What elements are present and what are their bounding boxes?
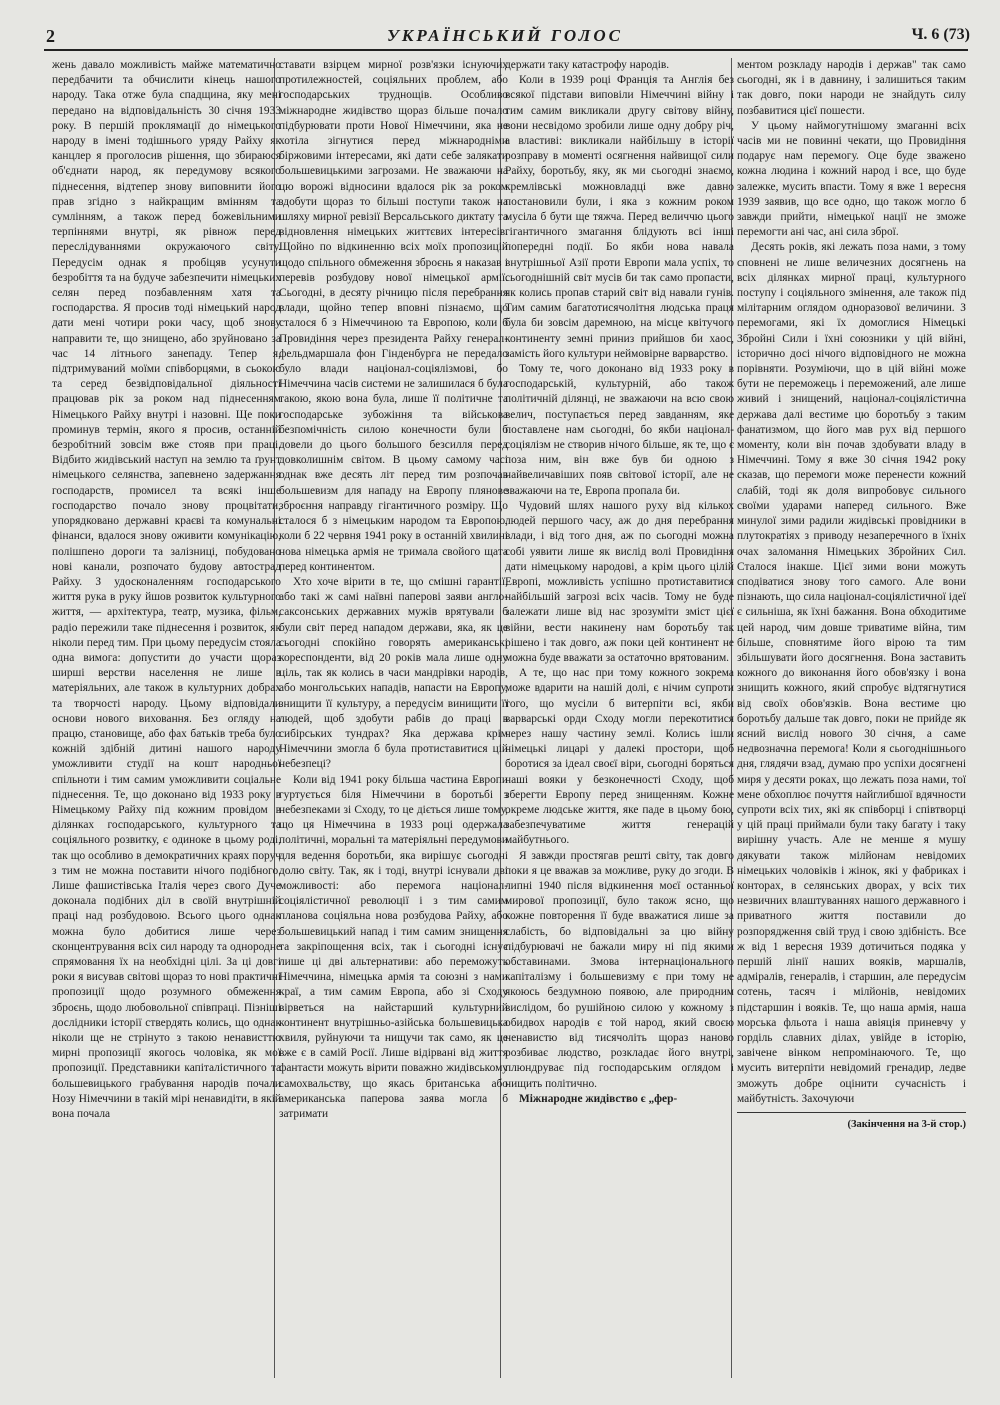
- paragraph: Коли від 1941 року більша частина Европи гуртується біля Німеччини в боротьбі з небезпеками зі Сходу, то це діється лише тому, що ця Німеччина в 1933 році одержала політичні, моральні та матеріяльні передумови для ведення боротьби, яка вирішує сьогодні долю світу. Так, як і тоді, внутрі існували дві можливості: або перемога націонал-соціялістичної революції і з тим самим планова соціяльна нова розбудова Райху, або большевицький напад і тим самим знищення та закріпощення всіх, так і сьогодні існує лише ці дві альтернативи: або переможуть Німеччина, німецька армія та союзні з нами краї, а тим самим Европа, або зі Сходу вірветься на найстарший культурний континент внутрішньо-азійська большевицька хвиля, руйнуючи та нищучи так само, як це вже є в самій Росії. Лише відірвані від життя фантасти можуть вірити поважно жидівському самохвальству, що якась британська або американська паперова заява могла б затримати: [279, 773, 508, 1121]
- paragraph: ставати взірцем мирної розв'язки існуючих протилежностей, соціяльних проблем, або господарських труднощів. Особливо міжнародне жидівство щораз більше почало підбурювати проти Нової Німеччини, яка не хотіла зігнутися перед міжнародніми біржовими інтересами, які дати себе залякати большевицькими загрозами. Не зважаючи на цю ворожі відносини вдалося рік за роком здобути щораз то більші поступи також на шляху мирної ревізії Версальського диктату та відновлення німецьких життєвих інтересів. Щойно по відкиненню всіх моїх пропозицій щодо спільного обмеження зброєнь я наказав і перевів розбудову нової німецької армії. Сьогодні, в десяту річницю після перебрання влади, щойно тепер вповні пізнаємо, що сталося б з Німеччиною та Европою, коли б Провидіння через президента Райху генерал-фельдмаршала фон Гінденбурга не передало було влади націонал-соціялізмові, бо Німеччина часів системи не залишилася б була такою, якою вона була, лише її політичне та господарське зубожіння та військова безпомічність силою конечности були б довели до цього большого безсилля перед довколишнім світом. В цьому самому часі однак вже десять літ перед тим розпочав большевизм для нападу на Европу плянове зброєння направду гігантичного розміру. Що сталося б з німецьким народом та Европою, коли б 22 червня 1941 року в останній хвилині нова німецька армія не тримала свойого щата перед континентом.: [279, 59, 508, 573]
- paragraph: жень давало можливість майже математично передбачити та обчислити кінець нашого народу. Така отже була спадщина, яку мені передано на відповідальність 30 січня 1933 року. В першій проклямації до німецького народу в імені тодішнього уряду Райху як канцлер я проголосив рішення, що збираюся об'єднати народ, як передумову всякого піднесення, відтепер знову виповнити його прав згідно з найкращим вмінням та сумлінням, а також перед божевільними терпіннями внутрі, як рівнож перед переслідуваннями окружаючого світу. Передусім однак я пробіцяв усунути безробіття та на будуче забезпечити німецьких селян перед позбавленням хатя та господарства. Я просив тоді німецький народ дати мені чотири роки часу, щоб знову направити те, що знищено, або зруйновано за час 14 літнього занепаду. Тепер я, підтримуваний моїми співборцями, в сьокою та серед безвідповідальної діяльності працював рік за роком над піднесенням Німецького Райху внутрі і назовні. Ще поки проминув термін, якого я просив, останній безробітний зовсім вже стояв при праці. Відбито жидівський наступ на землю та ґрунт німецького селянства, запевнено задержання господарств, промисел та всякі інше господарство почало знову процвітати, упорядковано державні краєві та комунальні фінанси, вдалося знову оживити комунікацію, полішпено дороги та залізниці, побудовано нові канали, розпочато будову автострад Райху. З удосконаленням господарського життя рука в руку йшов розвиток культурного життя, — архітектура, театр, музика, фільм, радіо пережили таке піднесення і розвиток, як ніколи перед тим. При цьому передусім стояла одна вимога: допустити до участи щораз ширші верстви населення не лише в матеріяльних, але також в культурних добрах та творчості народу. Цьому відповідали основи нового виховання. Без огляду на працю, становище, або фах батьків треба було кожній здібній дитині нашого народу уможливити студії на кошт народньої спільноти і тим самим уможливити соціальне піднесення. Те, що доконано від 1933 року в Німецькому Райху під кожним провідом в ділянках господарського, культурного та соціяльного розвитку, є одиноке в цьому роді, так що особливо в демократичних краях поруч з тим не можна поставити нічого подібного. Лише фашистівська Італія через свого Дуче доконала подібних діл в своїй внутрішній праці над розбудовою. Всього цього однак можна було добитися лише через сконцентрування всіх сил народу та однородне спрямовання їх на необхідні цілі. За ці довгі роки я висував світові щораз то нові практичні пропозиції щодо розумного обмеження зброєнь, щодо любовольної співпраці. Пізніші дослідники історії ствердять колись, що однак ніколи ще не стрінуто з такою ненависттю мирні пропозиції якогось чоловіка, як мої пропозиції. Представники капіталістичного та большевицького грабування народів почали Нозу Німеччини в такій мірі ненавидіти, в якій вона почала: [52, 59, 281, 1121]
- paragraph: держати таку катастрофу народів.: [505, 59, 670, 71]
- paragraph: Міжнародне жидівство є „фер-: [519, 1092, 678, 1105]
- header-rule: [44, 49, 968, 51]
- paragraph: Чудовий шлях нашого руху від кількох людей першого часу, аж до дня перебрання влади, і від того дня, аж по сьогодні можна собі уявити лише як вислід волі Провидіння дати німецькому народові, а крім цього цілій Европі, можливість успішно протиставитися найбільшій загрозі всіх часів. Тому не буде залежати лише від нас зрозуміти зміст цієї війни, вести накинену нам боротьбу так рішено і так довго, аж поки цей континент не можна буде вважати за остаточно врятованим.: [505, 499, 734, 664]
- article-column-4: [737, 58, 966, 1388]
- paragraph: Я завжди простягав решті світу, так довго поки я це вважав за можливе, руку до згоди. В липні 1940 після відкинення моєї останньої мирової пропозиції, було також ясно, що кожне повторення її буде вважатися лише за слабість, бо відповідальні за цю війну підбурювачі не бажали миру ні під якими обставинами. Змова інтернаціонального капіталізму і большевизму є при тому не якоюсь бездумною появою, але природним вислідом, бо рушійною силою у кожному з обидвох народів є той народ, який своєю ненавистю від тисячоліть щораз наново розбиває людство, розкладає його внутрі, плюндруває під господарським оглядом і нищить політично.: [505, 849, 734, 1090]
- page-number: 2: [46, 26, 55, 46]
- paragraph: Хто хоче вірити в те, що смішні гарантії, або такі ж самі наївні паперові заяви англо-саксонських державних мужів врятували б були світ перед нападом держави, яка, як це сьогодні спокійно говорять американські кореспонденти, від 20 років мала лише одну ціль, так як колись в часи мандрівки народів, або монгольських нападів, напасти на Европу, знищити її культуру, а передусім винищити її людей, щоб здобути рабів до праці в сибірських тундрах? Яка держава крім Німеччини змогла б була протиставитися цій небезпеці?: [279, 575, 508, 771]
- newspaper-title: УКРАЇНСЬКИЙ ГОЛОС: [387, 26, 623, 45]
- footer-rule: [737, 1112, 966, 1113]
- continuation-note: (Закінчення на 3-й стор.): [847, 1119, 966, 1131]
- article-column-3: [505, 58, 734, 1388]
- paragraph: ментом розкладу народів і держав" так само сьогодні, як і в давнину, і залишиться таким так довго, поки народи не знайдуть силу позбавитися цієї пошести.: [737, 59, 966, 117]
- page-header: [40, 26, 970, 48]
- article-column-2: [279, 58, 508, 1388]
- issue-number: Ч. 6 (73): [911, 26, 970, 43]
- paragraph: У цьому наймогутнішому змаганні всіх часів ми не повинні чекати, що Провидіння подарує нам перемогу. Оце буде зважено кожна людина і кожний народ і все, що буде залежке, мусить впасти. Тому я вже 1 вересня 1939 заявив, що все одно, що також могло б завжди прийти, німецької нації не зможе перемогти ані час, ані сила зброї.: [737, 119, 966, 239]
- paragraph: Тому те, чого доконано від 1933 року в господарській, культурній, або також політичній ділянці, не зважаючи на всю свою велич, поступається перед завданням, яке поставлене нам сьогодні, бо якби націонал-соціялізм не створив нічого більше, як те, що є поза ним, він вже був би одною з найвеличавіших появ світової історії, але не зважаючи на те, Европа пропала би.: [505, 363, 734, 497]
- article-column-1: [52, 58, 281, 1388]
- paragraph: Коли в 1939 році Франція та Англія без всякої підстави виповіли Німеччині війну і тим самим викликали другу світову війну, вони несвідомо зробили лише одну добру річ, а властиві: викликали найбільшу в історії розправу в моменті осягнення найвищої сили Райху, боротьбу, яку, як ми сьогодні знаємо, кремлівські можновладці вже давно постановили були, і яка з кожним роком мусіла б бути ще тяжча. Перед величчю цього гігантичного змагання блідують всі інші попередні події. Бо якби нова навала внутрішньої Азії проти Европи мала успіх, то сьогоднішній світ мусів би так само пропасти, як колись пропав старий світ від навали гунів. Тим самим багатотисячолітня людська праця була би зовсім даремною, на місце квітучого континенту земні приниз прийшов би хаос, замість його культури неймовірне варварство.: [505, 74, 734, 360]
- paragraph: А те, що нас при тому кожного зокрема може вдарити на нашій долі, є нічим супроти того, що мусіли б витерпіти всі, якби варварські орди Сходу могли перекотитися через нашу частину землі. Колись ішли німецькі лицарі у далекі простори, щоб боротися за ідеал своєї віри, сьогодні боряться наші вояки у безконечності Сходу, щоб зберегти Европу перед знищенням. Кожне окреме людське життя, яке паде в цьому бою, забезпечуватиме життя генерацій майбутнього.: [505, 667, 734, 847]
- paragraph: Десять років, які лежать поза нами, з тому сповнені не лише величезних досягнень на всіх ділянках мирної праці, культурного поступу і соціяльного змінення, але також під мілітарним оглядом одноразової величини. З перемогами, які їх домоглися Німецькі Збройні Сили і їхні союзники у цій війні, історично досі нічого відповідного не можна порівняти. Розуміючи, що в цій війні може бути не переможець і переможений, але лише живий і знищений, націонал-соціялістична держава далі вестиме цю боротьбу з таким фанатизмом, що його мав рух від першого моменту, коли він почав здобувати владу в Німеччині. Тому я вже 30 січня 1942 року сказав, що перемоги може перенести кожний слабій, тоді як доля випробовує сильного своїми ударами наперед сильного. Вже минулої зими радили жидівські провідники в плутократіях з приводу незаперечного в їхніх очах заломання Німецьких Збройних Сил. Сталося інакше. Цієї зими вони можуть сподіватися знову того самого. Але вони пізнають, що сила націонал-соціялістичної ідеї є сильніша, як їхні бажання. Вона обходитиме цей народ, чим довше триватиме війна, тим більше, сповнятиме його вірою та тим збільшувати його досягнення. Вона заставить кожного до виконання його обов'язку і вона знищить кожного, який спробує відтягнутися від своїх обов'язків. Вона вестиме цю боротьбу дальше так довго, поки не прийде як ясний вислід нового 30 січня, а саме недвозначна перемога! Коли я сьогоднішнього дня, глядячи взад, думаю про успіхи досягнені миря у десяти роках, що лежать поза нами, тої мене обхоплює почуття найглибшої вдячности супроти всіх тих, які як співборці і співтворці у цій праці приймали були таку багату і таку вирішну участь. Але не менше я мушу дякувати також мілйонам невідомих німецьких чоловіків і жінок, які у фабриках і конторах, в селянських дворах, у всіх тих незвичних влаштуваннях нашого державного і приватного життя поставили до розпорядження свій труд і свою здібність. Все ж від 1 вересня 1939 дотичиться подяка у першій лінії наших вояків, маршалів, адміралів, генералів, і старшин, але передусім сотень, тасяч і мілйонів, невідомих підстаршин і вояків. Те, що наша армія, наша морська фльота і наша авіяція приневчу у горділь славних ділах, увійде в історію, завічене вінком непромінаючого. Те, що мусить витерпіти невідомий гренадир, ледве зможуть добре оцінити сучасність і майбутність. Захочуючи: [737, 241, 966, 1105]
